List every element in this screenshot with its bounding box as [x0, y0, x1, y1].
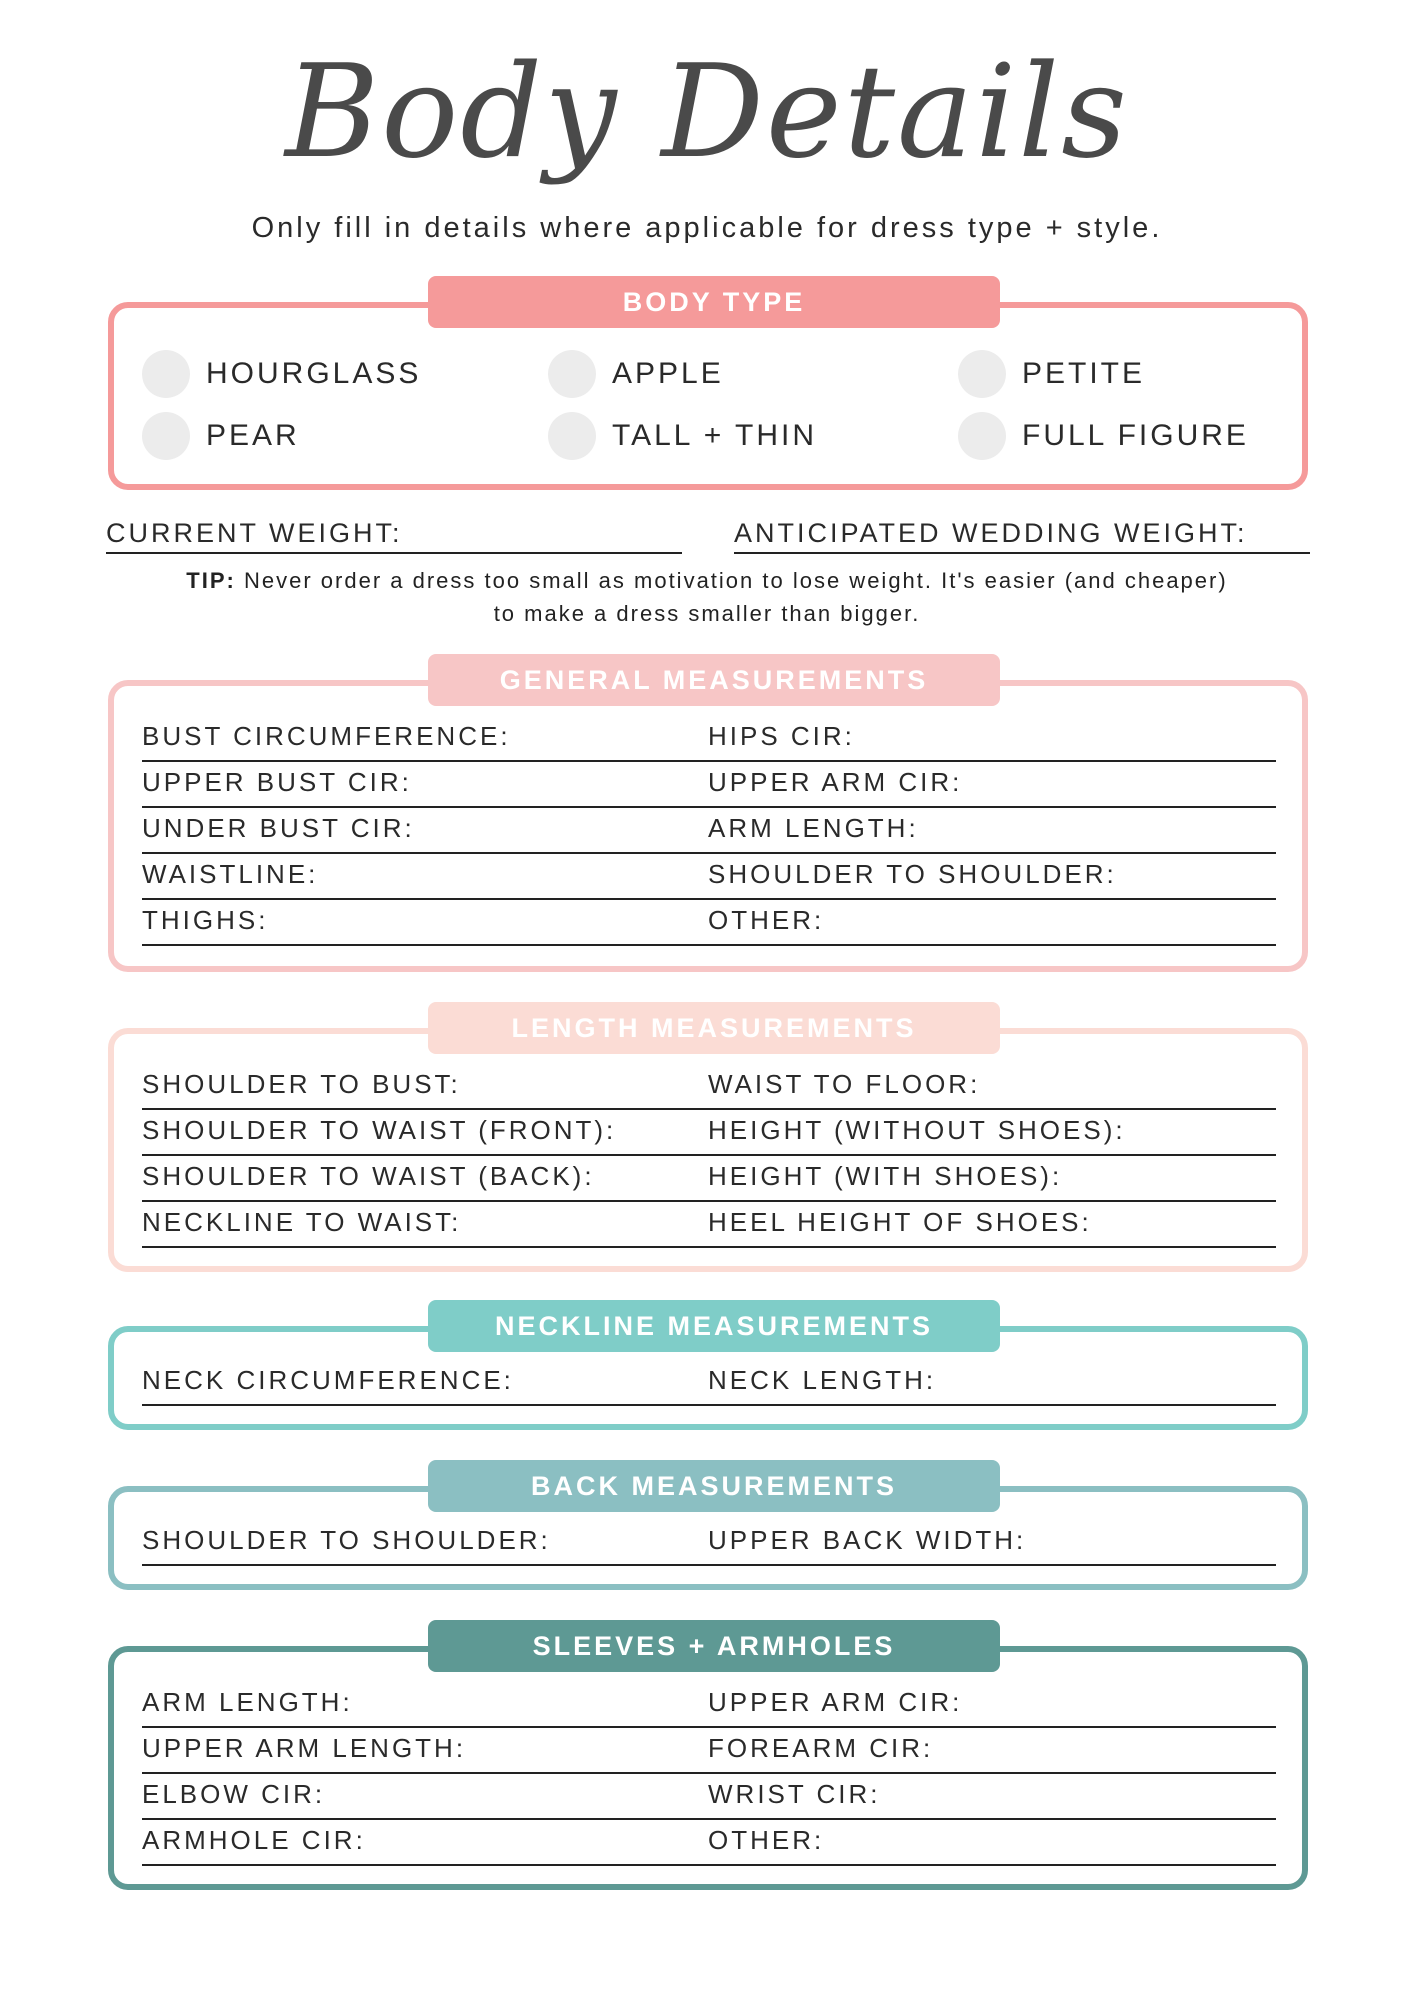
- field-upper-back-width[interactable]: UPPER BACK WIDTH:: [708, 1520, 1276, 1566]
- option-petite[interactable]: [958, 350, 1145, 398]
- tip-label: TIP:: [186, 568, 236, 593]
- option-tall-thin[interactable]: [548, 412, 817, 460]
- field-under-bust-cir[interactable]: UNDER BUST CIR:: [142, 808, 710, 854]
- radio-circle-icon[interactable]: [958, 412, 1006, 460]
- option-label: TALL + THIN: [612, 419, 818, 452]
- field-armhole-cir[interactable]: ARMHOLE CIR:: [142, 1820, 710, 1866]
- field-elbow-cir[interactable]: ELBOW CIR:: [142, 1774, 710, 1820]
- field-shoulder-to-bust[interactable]: SHOULDER TO BUST:: [142, 1064, 710, 1110]
- body-type-heading: BODY TYPE: [428, 276, 1000, 328]
- radio-circle-icon[interactable]: [142, 412, 190, 460]
- field-shoulder-to-waist-back[interactable]: SHOULDER TO WAIST (BACK):: [142, 1156, 710, 1202]
- current-weight-field[interactable]: CURRENT WEIGHT:: [106, 518, 682, 554]
- field-upper-bust-cir[interactable]: UPPER BUST CIR:: [142, 762, 710, 808]
- option-pear[interactable]: [142, 412, 300, 460]
- field-sleeve-other[interactable]: OTHER:: [708, 1820, 1276, 1866]
- field-other[interactable]: OTHER:: [708, 900, 1276, 946]
- field-sleeve-upper-arm-cir[interactable]: UPPER ARM CIR:: [708, 1682, 1276, 1728]
- field-thighs[interactable]: THIGHS:: [142, 900, 710, 946]
- anticipated-weight-field[interactable]: ANTICIPATED WEDDING WEIGHT:: [734, 518, 1310, 554]
- field-shoulder-to-shoulder[interactable]: SHOULDER TO SHOULDER:: [708, 854, 1276, 900]
- option-apple[interactable]: [548, 350, 724, 398]
- field-bust-circumference[interactable]: BUST CIRCUMFERENCE:: [142, 716, 710, 762]
- field-upper-arm-length[interactable]: UPPER ARM LENGTH:: [142, 1728, 710, 1774]
- field-sleeve-arm-length[interactable]: ARM LENGTH:: [142, 1682, 710, 1728]
- back-heading: BACK MEASUREMENTS: [428, 1460, 1000, 1512]
- neckline-heading: NECKLINE MEASUREMENTS: [428, 1300, 1000, 1352]
- field-heel-height[interactable]: HEEL HEIGHT OF SHOES:: [708, 1202, 1276, 1248]
- field-hips-cir[interactable]: HIPS CIR:: [708, 716, 1276, 762]
- page-title: Body Details: [285, 38, 1129, 187]
- field-arm-length[interactable]: ARM LENGTH:: [708, 808, 1276, 854]
- field-upper-arm-cir[interactable]: UPPER ARM CIR:: [708, 762, 1276, 808]
- field-waist-to-floor[interactable]: WAIST TO FLOOR:: [708, 1064, 1276, 1110]
- field-height-without-shoes[interactable]: HEIGHT (WITHOUT SHOES):: [708, 1110, 1276, 1156]
- option-full-figure[interactable]: [958, 412, 1249, 460]
- option-hourglass[interactable]: [142, 350, 421, 398]
- option-label: HOURGLASS: [206, 357, 422, 390]
- option-label: FULL FIGURE: [1022, 419, 1249, 452]
- field-wrist-cir[interactable]: WRIST CIR:: [708, 1774, 1276, 1820]
- field-neckline-to-waist[interactable]: NECKLINE TO WAIST:: [142, 1202, 710, 1248]
- option-label: APPLE: [612, 357, 724, 390]
- field-neck-circumference[interactable]: NECK CIRCUMFERENCE:: [142, 1360, 710, 1406]
- radio-circle-icon[interactable]: [142, 350, 190, 398]
- field-neck-length[interactable]: NECK LENGTH:: [708, 1360, 1276, 1406]
- sleeves-heading: SLEEVES + ARMHOLES: [428, 1620, 1000, 1672]
- radio-circle-icon[interactable]: [958, 350, 1006, 398]
- tip-text: [180, 564, 1234, 630]
- option-label: PEAR: [206, 419, 300, 452]
- field-forearm-cir[interactable]: FOREARM CIR:: [708, 1728, 1276, 1774]
- field-height-with-shoes[interactable]: HEIGHT (WITH SHOES):: [708, 1156, 1276, 1202]
- field-shoulder-to-waist-front[interactable]: SHOULDER TO WAIST (FRONT):: [142, 1110, 710, 1156]
- length-heading: LENGTH MEASUREMENTS: [428, 1002, 1000, 1054]
- page-subtitle: Only fill in details where applicable for dress type + style.: [251, 212, 1163, 244]
- tip-body: Never order a dress too small as motivation to lose weight. It's easier (and cheaper) to make a dress smaller than bigger.: [243, 568, 1228, 626]
- radio-circle-icon[interactable]: [548, 412, 596, 460]
- field-waistline[interactable]: WAISTLINE:: [142, 854, 710, 900]
- field-back-shoulder-to-shoulder[interactable]: SHOULDER TO SHOULDER:: [142, 1520, 710, 1566]
- option-label: PETITE: [1022, 357, 1146, 390]
- radio-circle-icon[interactable]: [548, 350, 596, 398]
- general-heading: GENERAL MEASUREMENTS: [428, 654, 1000, 706]
